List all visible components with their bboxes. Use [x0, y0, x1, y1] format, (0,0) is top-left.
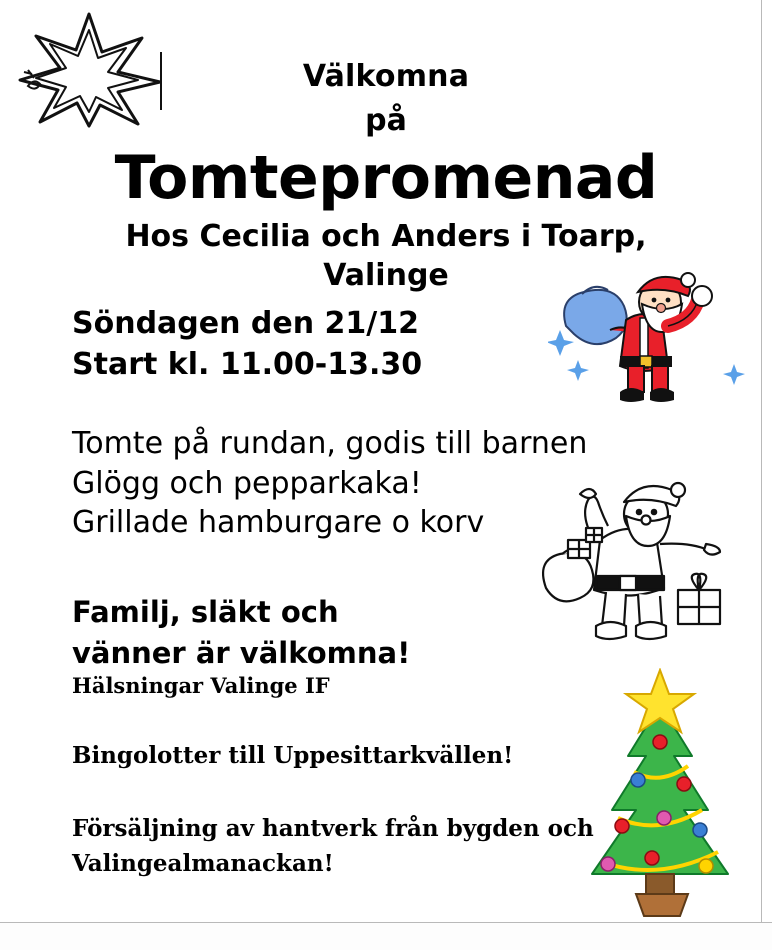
santa-waving-with-sack-icon	[548, 268, 758, 418]
family-welcome	[72, 592, 410, 673]
bingo-note: Bingolotter till Uppesittarkvällen!	[72, 742, 514, 769]
greeting-signature: Hälsningar Valinge IF	[72, 673, 330, 698]
santa-with-gifts-icon	[528, 478, 743, 653]
offers-list	[72, 424, 587, 543]
offer-item: Glögg och pepparkaka!	[72, 465, 422, 501]
page-title: Tomtepromenad	[114, 143, 658, 213]
christmas-tree-icon	[560, 668, 765, 918]
poster-subtitle: Hos Cecilia och Anders i Toarp, Valinge	[125, 219, 647, 293]
sales-note	[72, 812, 594, 881]
event-schedule	[72, 304, 422, 385]
event-time: Start kl. 11.00-13.30	[72, 346, 423, 382]
welcome-line-2: på	[365, 102, 407, 138]
sales-note-line-1: Försäljning av hantverk från bygden och	[72, 815, 594, 842]
offer-item: Tomte på rundan, godis till barnen	[72, 426, 588, 461]
event-date: Söndagen den 21/12	[72, 306, 419, 341]
sales-note-line-2: Valingealmanackan!	[72, 849, 334, 877]
family-welcome-line-2: vänner är välkomna!	[72, 635, 411, 670]
page-bottom-edge	[0, 922, 772, 950]
family-welcome-line-1: Familj, släkt och	[72, 595, 339, 629]
poster-header	[0, 58, 772, 295]
offer-item: Grillade hamburgare o korv	[72, 505, 485, 541]
page-right-edge	[761, 0, 772, 950]
welcome-line-1: Välkomna	[302, 59, 470, 94]
